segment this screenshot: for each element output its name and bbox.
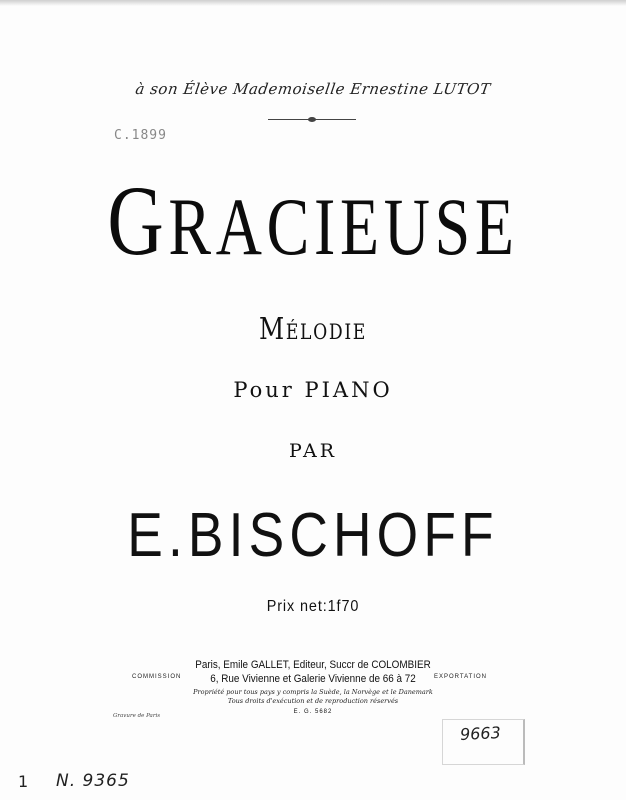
- composer: E.BISCHOFF: [127, 501, 499, 570]
- subtitle: Mélodie: [259, 312, 367, 347]
- call-number: N. 9365: [56, 771, 130, 791]
- stamp-year: C.1899: [114, 128, 167, 143]
- shelf-number: 9663: [459, 722, 502, 745]
- instrument: Pour PIANO: [233, 378, 393, 402]
- commission-label: COMMISSION: [132, 674, 182, 680]
- engraver-credit: Gravure de Paris: [113, 713, 161, 719]
- ornamental-rule: [268, 118, 356, 122]
- margin-mark: 1: [18, 772, 29, 791]
- rights-line-1: Propriété pour tous pays y compris la Suède, la Norvège et le Danemark: [193, 688, 433, 696]
- publisher-line-1: Paris, Emile GALLET, Editeur, Succr de COLOMBIER: [195, 659, 431, 671]
- page-top-edge: [0, 0, 626, 6]
- by-label: PAR: [288, 440, 338, 462]
- exportation-label: EXPORTATION: [434, 674, 488, 680]
- publisher-line-2: 6, Rue Vivienne et Galerie Vivienne de 66 à 72: [210, 673, 416, 685]
- rights-line-2: Tous droits d'exécution et de reproduction réservés: [227, 697, 399, 705]
- title-rest: RACIEUSE: [168, 181, 519, 272]
- plate-number: E. G. 5682: [293, 709, 333, 715]
- title: [69, 163, 557, 278]
- title-initial: G: [107, 165, 169, 276]
- dedication: à son Élève Mademoiselle Ernestine LUTOT: [134, 80, 492, 98]
- price: Prix net:1f70: [266, 598, 360, 615]
